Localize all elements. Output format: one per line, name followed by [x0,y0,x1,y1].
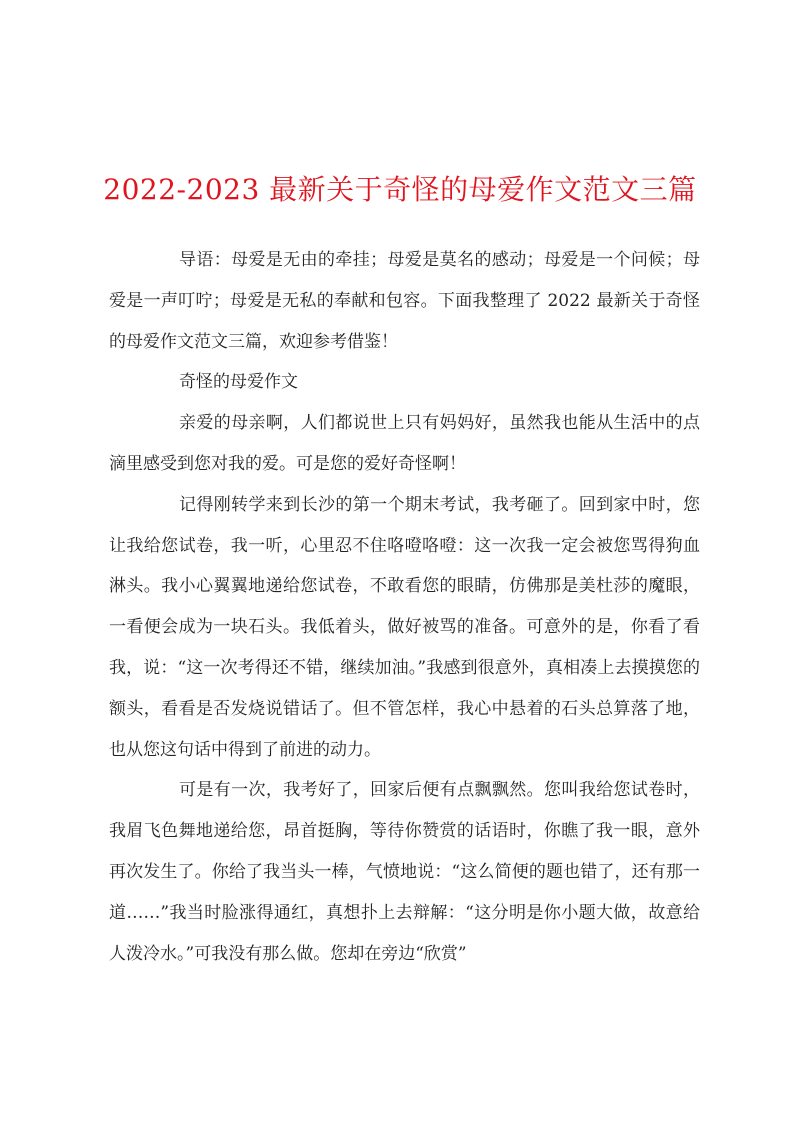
document-body [109,240,700,974]
body-paragraph: 记得刚转学来到长沙的第一个期末考试，我考砸了。回到家中时，您让我给您试卷，我一听，心里忍不住咯噔咯噔：这一次我一定会被您骂得狗血淋头。我小心翼翼地递给您试卷，不敢看您的眼睛，仿佛那是美杜莎的魔眼，一看便会成为一块石头。我低着头，做好被骂的准备。可意外的是，你看了看我，说：“这一次考得还不错，继续加油。”我感到很意外，真相凑上去摸摸您的额头，看看是否发烧说错话了。但不管怎样，我心中悬着的石头总算落了地，也从您这句话中得到了前进的动力。 [109,494,700,760]
body-paragraph: 可是有一次，我考好了，回家后便有点飘飘然。您叫我给您试卷时，我眉飞色舞地递给您，昂首挺胸，等待你赞赏的话语时，你瞧了我一眼，意外再次发生了。你给了我当头一棒，气愤地说：“这么简便的题也错了，还有那一道……”我当时脸涨得通红，真想扑上去辩解：“这分明是你小题大做，故意给人泼冷水。”可我没有那么做。您却在旁边“欣赏” [109,780,700,964]
body-paragraph: 亲爱的母亲啊，人们都说世上只有妈妈好，虽然我也能从生活中的点滴里感受到您对我的爱。可是您的爱好奇怪啊！ [109,413,700,474]
section-heading: 奇怪的母爱作文 [179,372,298,393]
intro-paragraph: 导语：母爱是无由的牵挂；母爱是莫名的感动；母爱是一个问候；母爱是一声叮咛；母爱是无私的奉献和包容。下面我整理了 2022 最新关于奇怪的母爱作文范文三篇，欢迎参考借鉴！ [109,250,700,352]
document-title: 2022-2023 最新关于奇怪的母爱作文范文三篇 [103,173,697,206]
